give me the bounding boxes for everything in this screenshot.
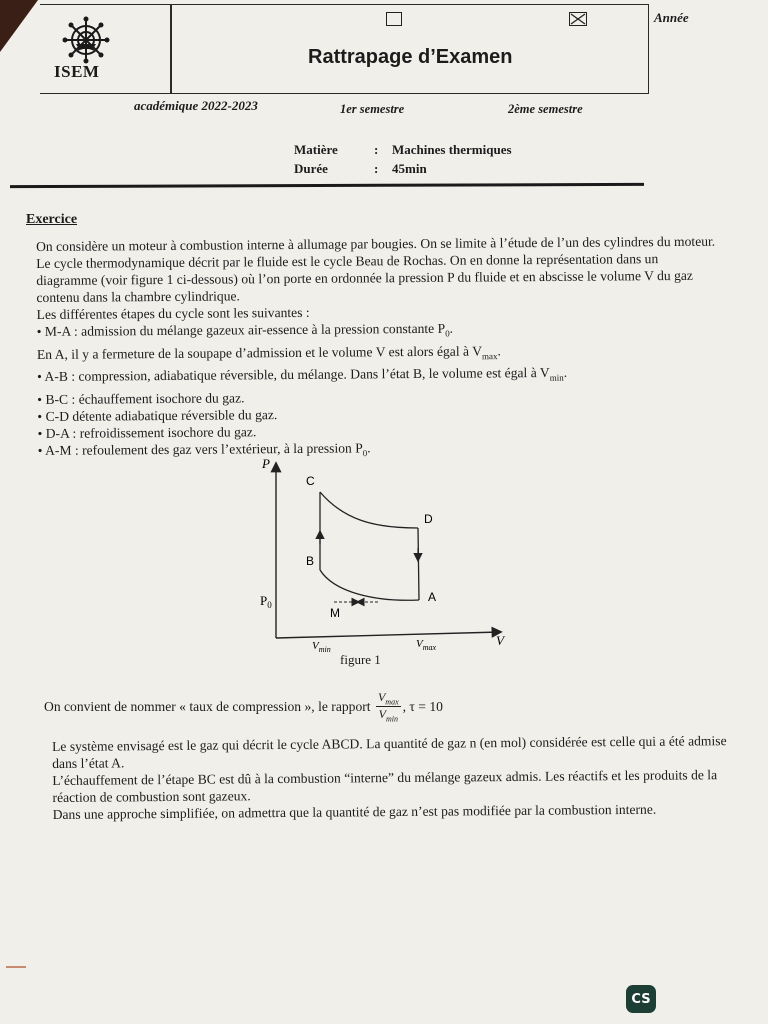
- duration-label: Durée: [294, 161, 328, 176]
- step-c-d: • C-D détente adiabatique réversible du gaz.: [37, 407, 278, 425]
- duration-colon: :: [374, 161, 379, 176]
- duration-value: 45min: [392, 161, 427, 176]
- paragraph-steps-intro: Les différentes étapes du cycle sont les suivantes :: [36, 304, 310, 322]
- label-vmax: $V_{max}$: [416, 638, 437, 652]
- header-divider: [170, 4, 172, 94]
- subject-value: Machines thermiques: [392, 142, 512, 157]
- v-axis: [276, 632, 500, 638]
- segment-d-a: [418, 528, 419, 600]
- label-v-axis: V: [496, 633, 504, 648]
- step-d-a: • D-A : refroidissement isochore du gaz.: [37, 424, 257, 442]
- tau-suffix: , τ = 10: [402, 698, 443, 714]
- label-b: B: [306, 554, 315, 568]
- compression-ratio-line: [44, 690, 443, 724]
- subject-label: Matière: [294, 142, 338, 157]
- tau-prefix: On convient de nommer « taux de compression », le rapport: [44, 698, 371, 714]
- curve-a-b: [320, 570, 419, 600]
- exercise-body: [36, 233, 718, 465]
- subject-row: [294, 140, 512, 159]
- academic-year: académique 2022-2023: [134, 98, 258, 113]
- paragraph-cycle: Le cycle thermodynamique décrit par le fluide est le cycle Beau de Rochas. On en donne la représentation dans un diagramme (voir figure 1 ci-dessous) où l’on porte en ordonnée la pression P du fluide et en abscisse le volume V du gaz contenu dans la chambre cylindrique.: [36, 251, 693, 305]
- step-closing: En A, il y a fermeture de la soupape d’admission et le volume V est alors égal à $V_{max}$.: [36, 343, 501, 362]
- tau-fraction: $\frac{V_{max}}{V_{min}}$: [377, 690, 399, 724]
- header-rule: [10, 183, 644, 188]
- paragraph-system: Le système envisagé est le gaz qui décrit le cycle ABCD. La quantité de gaz n (en mol) considérée est celle qui a été admise dans l’état A.: [52, 733, 727, 771]
- semester-1-label: 1er semestre: [340, 102, 405, 116]
- label-p0: $P_0$: [260, 593, 272, 610]
- semester-1-checkbox: [386, 12, 402, 26]
- semester-2-label: 2ème semestre: [508, 102, 583, 116]
- duration-row: [294, 159, 512, 178]
- page-corner-fold: [0, 0, 38, 52]
- step-m-a: • M-A : admission du mélange gazeux air-essence à la pression constante $P_0$.: [36, 320, 454, 339]
- paragraph-heating: L’échauffement de l’étape BC est dû à la combustion “interne” du mélange gazeux admis. Les réactifs et les produits de la réaction de combustion sont gazeux.: [52, 767, 718, 805]
- paragraph-approx: Dans une approche simplifiée, on admettra que la quantité de gaz n’est pas modifiée par la combustion interne.: [52, 801, 657, 822]
- label-p-axis: P: [262, 456, 270, 471]
- label-a: A: [428, 590, 437, 604]
- pv-diagram: [254, 452, 514, 652]
- edge-mark: [6, 966, 26, 968]
- label-m: M: [330, 606, 340, 620]
- label-d: D: [424, 512, 433, 526]
- curve-c-d: [320, 492, 418, 528]
- figure-caption: figure 1: [340, 652, 381, 667]
- step-a-b: • A-B : compression, adiabatique réversible, du mélange. Dans l’état B, le volume est égal à $V_{min}$.: [37, 365, 568, 385]
- label-c: C: [306, 474, 315, 488]
- institution-name: ISEM: [54, 62, 100, 81]
- label-vmin: $V_{min}$: [312, 640, 331, 652]
- step-a-m: • A-M : refoulement des gaz vers l’extérieur, à la pression $P_0$.: [37, 440, 371, 459]
- subject-colon: :: [374, 142, 379, 157]
- exercise-title: Exercice: [26, 212, 78, 227]
- step-b-c: • B-C : échauffement isochore du gaz.: [37, 390, 245, 408]
- camscanner-badge-icon[interactable]: CS: [626, 985, 656, 1013]
- paragraph-intro: On considère un moteur à combustion interne à allumage par bougies. On se limite à l’étude de l’un des cylindres du moteur.: [36, 233, 716, 254]
- exam-title: Rattrapage d’Examen: [308, 46, 513, 68]
- exam-info: [294, 140, 512, 178]
- closing-body: [52, 732, 733, 823]
- year-label: Année: [654, 10, 689, 25]
- semester-2-checkbox: [569, 12, 587, 26]
